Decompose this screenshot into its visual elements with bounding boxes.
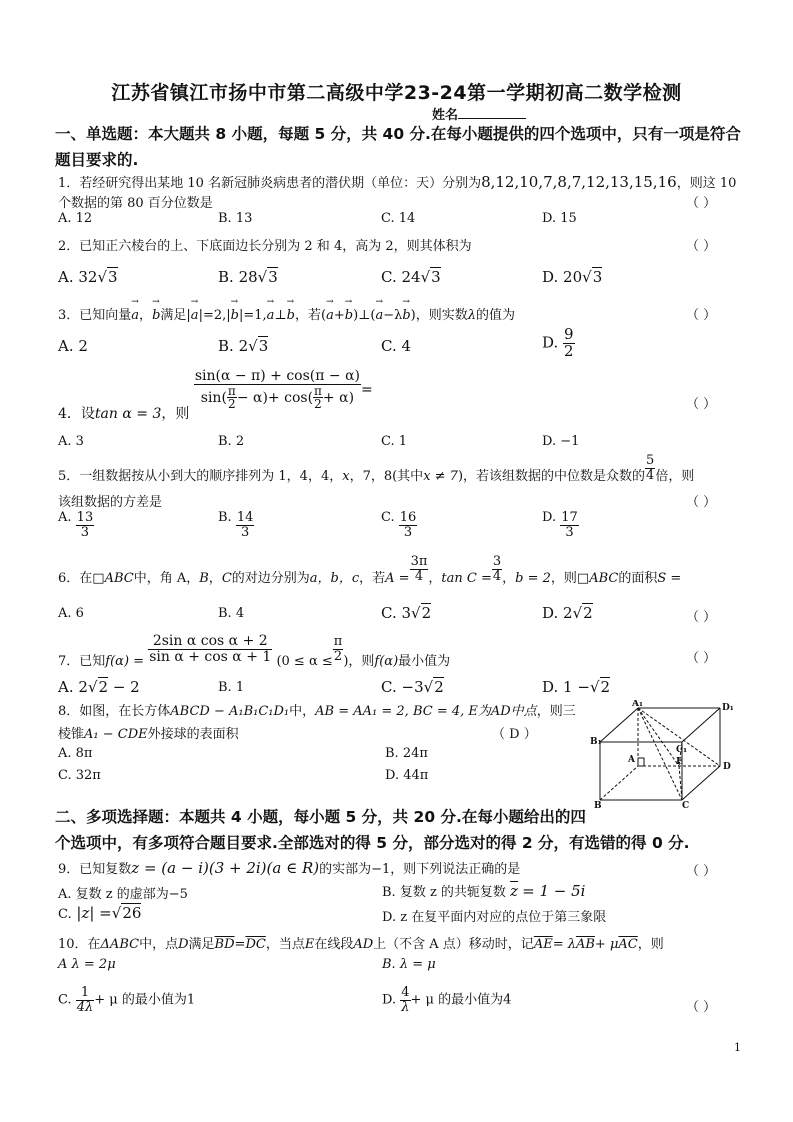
q3-option-d: D. $\frac{9}{2}$ [542, 325, 574, 360]
q3-option-c: C. 4 [381, 337, 412, 355]
q5-option-a: A. $\frac{13}{3}$ [58, 509, 94, 540]
q1-stem-cont: 个数据的第 80 百分位数是 [58, 196, 213, 211]
q1-option-c: C. 14 [381, 211, 416, 226]
q9-option-a: A. 复数 z 的虚部为−5 [58, 887, 188, 902]
q2-option-b: B. 28√3 [218, 268, 278, 286]
fig-label-b1: B₁ [590, 737, 602, 747]
fig-label-e: E [676, 757, 683, 767]
fig-label-a1: A₁ [632, 700, 643, 709]
q8-stem-cont: 棱锥A₁ − CDE外接球的表面积 [58, 727, 239, 742]
q6-option-b: B. 4 [218, 606, 245, 621]
fig-label-d: D [723, 762, 731, 772]
q8-option-a: A. 8π [58, 746, 93, 761]
q9-option-c: C. |z| =√26 [58, 904, 142, 922]
page-number: 1 [734, 1041, 741, 1054]
q1-option-b: B. 13 [218, 211, 253, 226]
q4-option-c: C. 1 [381, 434, 408, 449]
q10-option-c: C. $\frac{1}{4\lambda}$ + μ 的最小值为1 [58, 985, 196, 1015]
q1-option-d: D. 15 [542, 211, 577, 226]
q10-stem: 10．在ΔABC中，点D满足$\overline{BD}=\overline{DC}$，当点E在线段AD上（不含 A 点）移动时，记$\overline{AE}= \lambda\overline{AB}+ \mu\overline{AC}$，则 [58, 937, 664, 952]
q2-stem: 2．已知正六棱台的上、下底面边长分别为 2 和 4，高为 2，则其体积为 [58, 239, 472, 254]
q1-stem: 1．若经研究得出某地 10 名新冠肺炎病患者的潜伏期（单位：天）分别为8,12,10,7,8,7,12,13,15,16，则这 10 [58, 173, 737, 191]
q3-stem: 3．已知向量→ a，→ b满足|→ a|=2,|→ b|=1,→ a⊥→ b，若(→ a+→ b)⊥(→ a−λ→ b)，则实数λ的值为 [58, 304, 515, 323]
q3-option-b: B. 2√3 [218, 337, 269, 355]
q7-option-c: C. −3√2 [381, 678, 444, 696]
fig-label-c1: C₁ [676, 745, 688, 755]
q10-option-a: A λ = 2μ [58, 957, 116, 972]
section1-heading-cont: 题目要求的. [55, 151, 139, 169]
q8-option-c: C. 32π [58, 768, 101, 783]
q5-stem-cont: 该组数据的方差是 [58, 495, 163, 510]
q8-option-d: D. 44π [385, 768, 429, 783]
q6-option-d: D. 2√2 [542, 604, 593, 622]
q4-option-a: A. 3 [58, 434, 84, 449]
q3-answer-paren: （ ） [686, 308, 717, 323]
q1-answer-paren: （ ） [686, 196, 717, 211]
q4-answer-paren: （ ） [686, 397, 717, 412]
fig-label-c: C [682, 801, 690, 810]
q4-numerator: sin(α − π) + cos(π − α) [194, 368, 360, 384]
section2-heading: 二、多项选择题：本题共 4 小题，每小题 5 分，共 20 分.在每小题给出的四 [55, 808, 586, 826]
q4-denominator: sin( $\frac{\pi}{2}$ − α)+ cos( $\frac{\pi}{2}$ + α) [200, 383, 355, 412]
page-title: 江苏省镇江市扬中市第二高级中学23-24第一学期初高二数学检测 [111, 82, 682, 104]
q7-option-b: B. 1 [218, 680, 245, 695]
q10-option-b: B. λ = μ [382, 957, 436, 972]
fig-label-b: B [594, 801, 602, 810]
q5-answer-paren: （ ） [686, 495, 717, 510]
q6-option-c: C. 3√2 [381, 604, 432, 622]
q9-answer-paren: （ ） [686, 864, 717, 879]
q4-option-b: B. 2 [218, 434, 245, 449]
q1-data: 8,12,10,7,8,7,12,13,15,16 [481, 173, 677, 191]
q2-answer-paren: （ ） [686, 239, 717, 254]
q8-stem: 8．如图，在长方体ABCD − A₁B₁C₁D₁中，AB = AA₁ = 2, BC = 4, E为AD中点，则三 [58, 704, 576, 719]
q8-option-b: B. 24π [385, 746, 428, 761]
q7-stem: 7．已知f(α) = $\frac{\text{2sin α cos α + 2}}{\text{sin α + cos α + 1}}$ (0 ≤ α ≤ $\frac{\pi}{2}$ )，则f(α)最小值为 [58, 633, 451, 669]
q3-option-a: A. 2 [58, 337, 88, 355]
q9-option-d: D. z 在复平面内对应的点位于第三象限 [382, 910, 607, 925]
q2-option-d: D. 20√3 [542, 268, 603, 286]
q7-option-a: A. 2√2 − 2 [58, 678, 140, 696]
q9-stem: 9．已知复数z = (a − i)(3 + 2i)(a ∈ R)的实部为−1，则下列说法正确的是 [58, 859, 521, 877]
q4-stem: 4．设tan α = 3，则 sin(α − π) + cos(π − α) sin( $\frac{\pi}{2}$ − α)+ cos( $\frac{\pi}{2}$ + α) = [58, 368, 373, 422]
fig-label-a: A [628, 755, 635, 765]
q6-option-a: A. 6 [58, 606, 84, 621]
q5-option-b: B. $\frac{14}{3}$ [218, 509, 254, 540]
q7-option-d: D. 1 −√2 [542, 678, 611, 696]
q8-answer: （ D ） [492, 727, 537, 742]
q2-option-c: C. 24√3 [381, 268, 441, 286]
q6-stem: 6．在□ABC中，角 A，B，C的对边分别为a，b，c，若A = $\frac{3\pi}{4}$ ，tan C = $\frac{3}{4}$ ，b = 2，则□ABC的面积S = [58, 554, 682, 586]
section1-heading: 一、单选题：本大题共 8 小题，每题 5 分，共 40 分.在每小题提供的四个选项中，只有一项是符合 [55, 125, 741, 143]
q10-answer-paren: （ ） [686, 1000, 717, 1015]
name-field [432, 104, 526, 123]
q1-option-a: A. 12 [58, 211, 93, 226]
q9-option-b: B. 复数 z 的共轭复数 $\overline{z} = 1 - 5i$ [382, 882, 586, 900]
q5-stem: 5．一组数据按从小到大的顺序排列为 1，4，4，x，7，8(其中x ≠ 7)，若该组数据的中位数是众数的 $\frac{5}{4}$ 倍，则 [58, 453, 695, 484]
q6-answer-paren: （ ） [686, 610, 717, 625]
q5-option-d: D. $\frac{17}{3}$ [542, 509, 578, 540]
q2-option-a: A. 32√3 [58, 268, 118, 286]
q10-option-d: D. $\frac{4}{\lambda}$ + μ 的最小值为4 [382, 985, 512, 1015]
name-blank [458, 106, 526, 119]
q4-option-d: D. −1 [542, 434, 580, 449]
q7-answer-paren: （ ） [686, 651, 717, 666]
name-label: 姓名 [432, 108, 459, 123]
section2-heading-cont: 个选项中，有多项符合题目要求.全部选对的得 5 分，部分选对的得 2 分，有选错的得 0 分. [55, 834, 690, 852]
fig-label-d1: D₁ [722, 703, 734, 713]
q5-option-c: C. $\frac{16}{3}$ [381, 509, 417, 540]
cuboid-figure [590, 700, 750, 810]
